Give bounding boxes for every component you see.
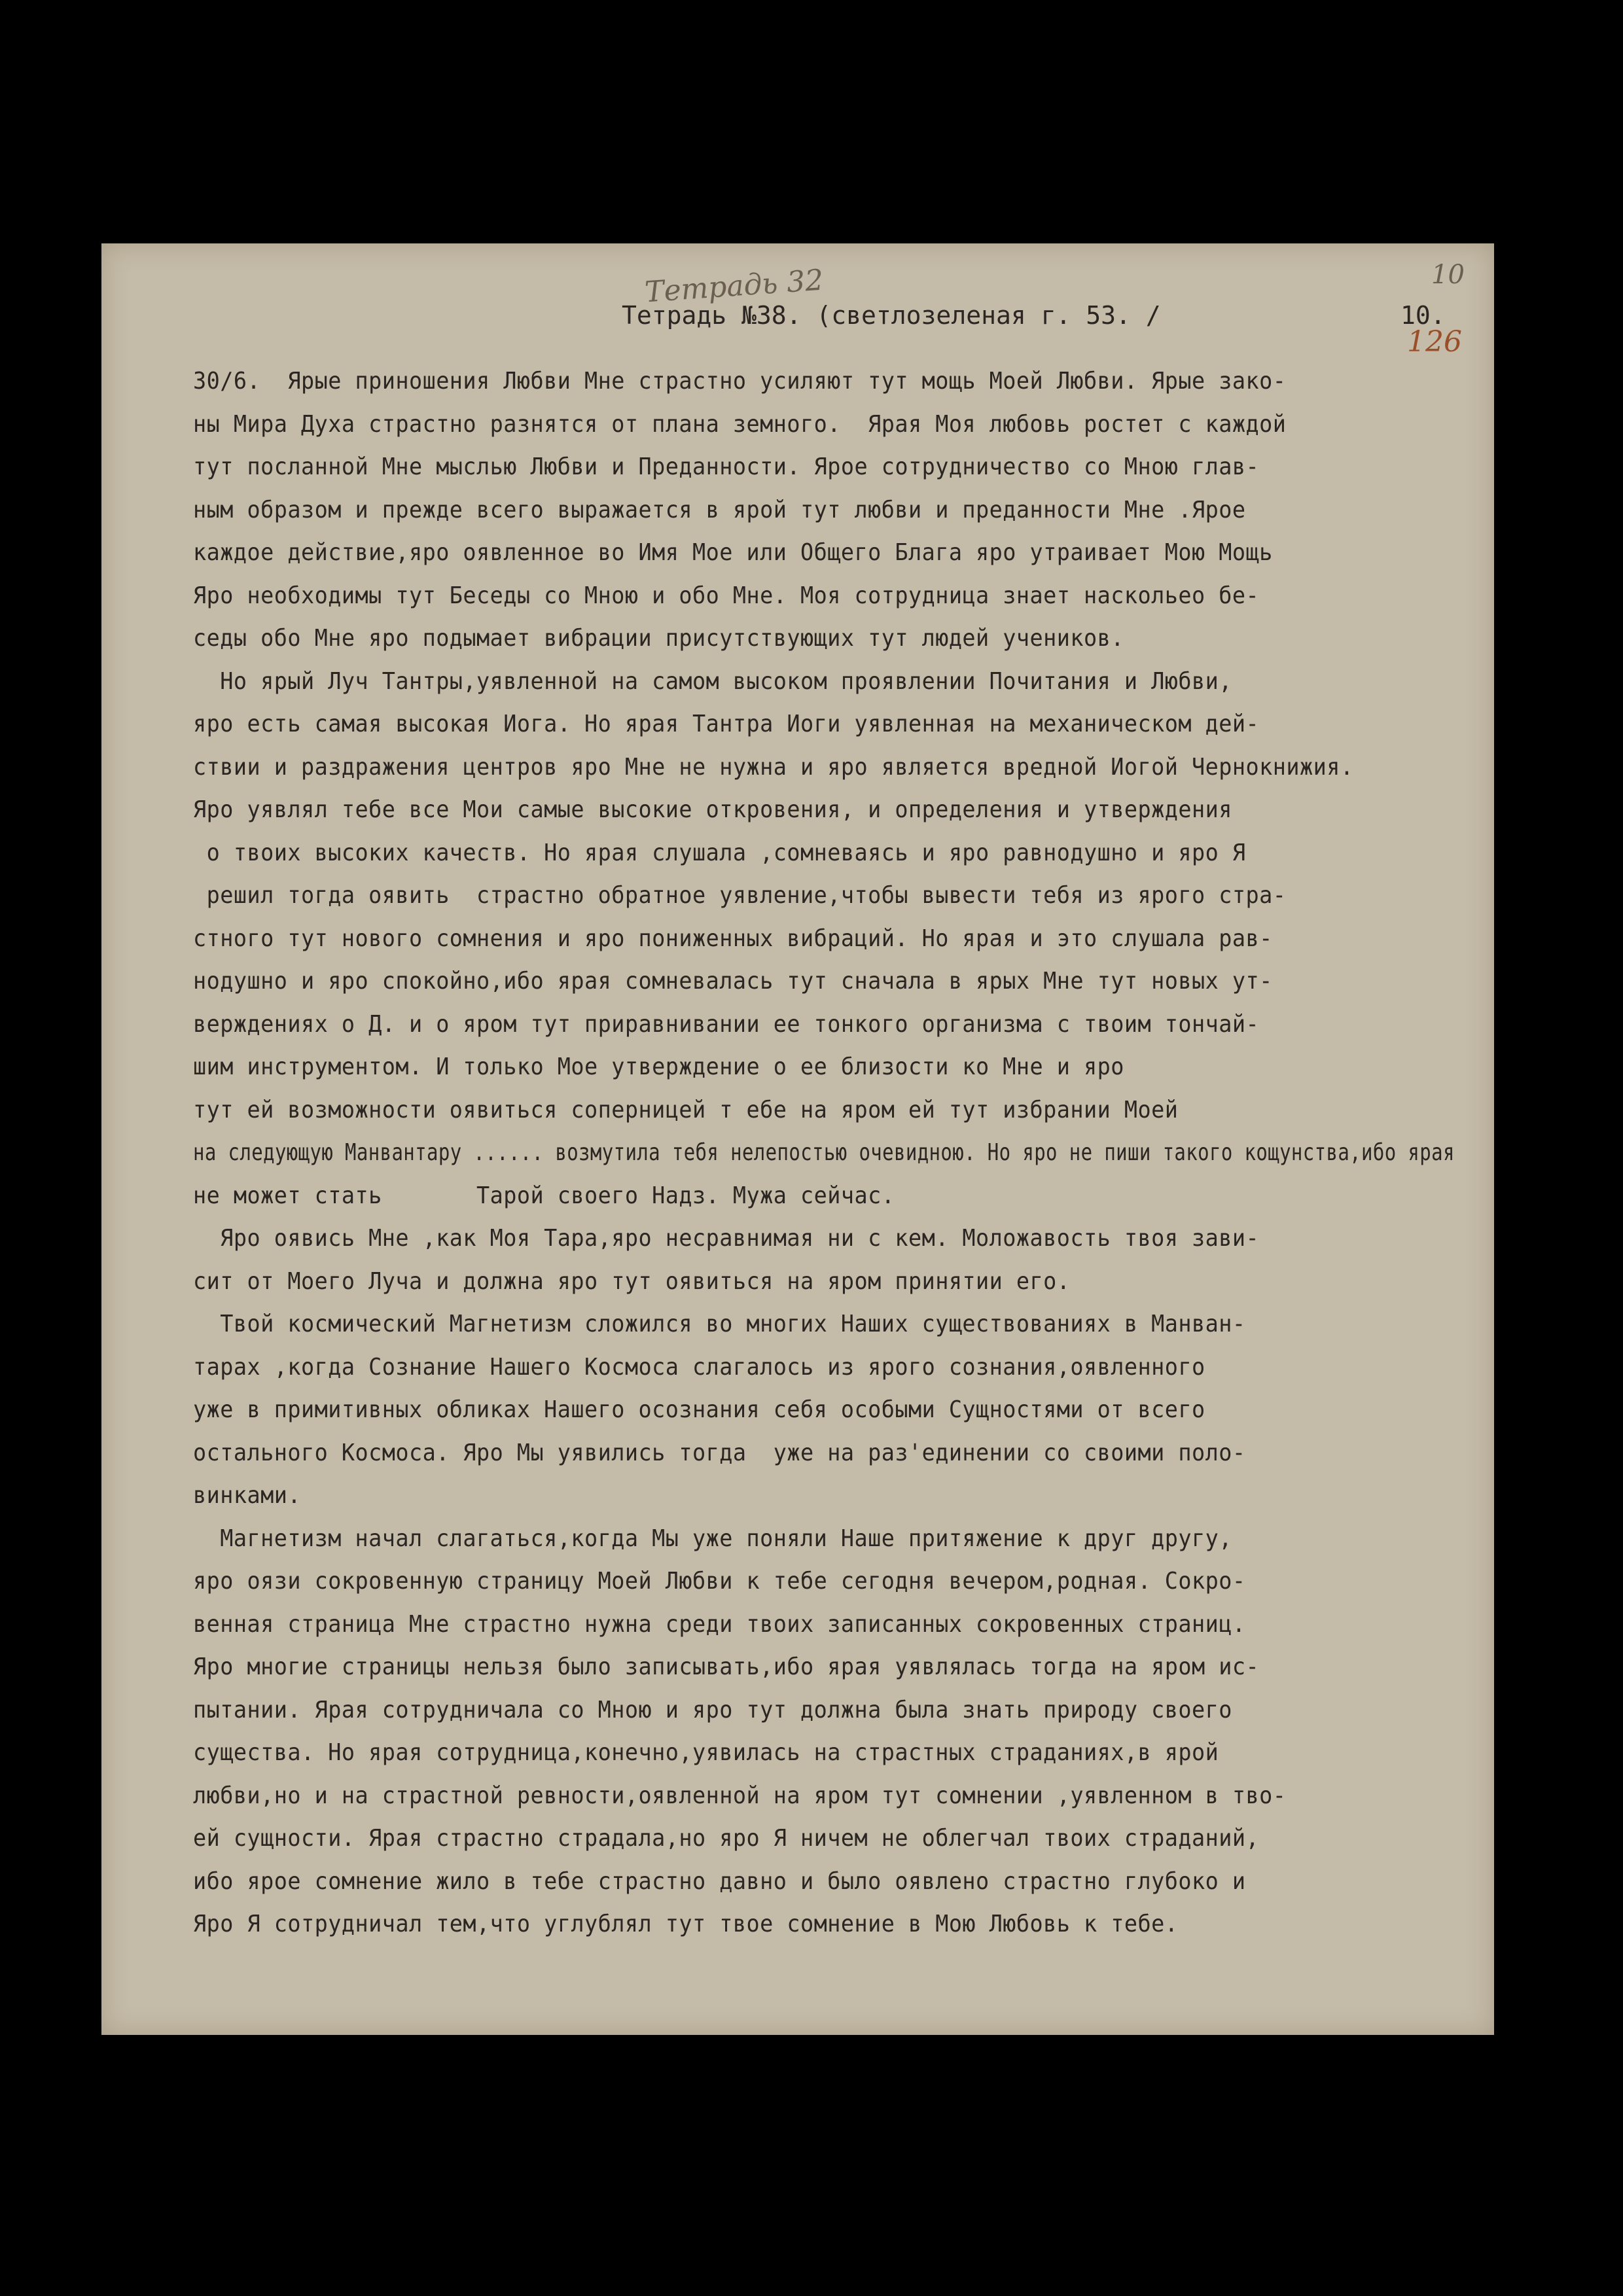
text-line: остального Космоса. Яро Мы уявились тогда уже на раз'единении со своими поло- bbox=[193, 1439, 1246, 1466]
text-line: не может стать Тарой своего Надз. Мужа сейчас. bbox=[193, 1182, 895, 1209]
corner-red-number: 126 bbox=[1407, 325, 1462, 359]
text-line: Яро Я сотрудничал тем,что углублял тут твое сомнение в Мою Любовь к тебе. bbox=[193, 1911, 1179, 1937]
page-number: 10. bbox=[1400, 301, 1446, 330]
text-line: ны Мира Духа страстно разнятся от плана земного. Ярая Моя любовь ростет с каждой bbox=[193, 410, 1287, 438]
text-line: уже в примитивных обликах Нашего осознания себя особыми Сущностями от всего bbox=[193, 1396, 1205, 1423]
text-line: тарах ,когда Сознание Нашего Космоса слагалось из ярого сознания,оявленного bbox=[193, 1353, 1205, 1381]
text-line: тут ей возможности оявиться соперницей т ебе на яром ей тут избрании Моей bbox=[193, 1096, 1179, 1123]
text-line: сит от Моего Луча и должна яро тут оявиться на яром принятии его. bbox=[193, 1267, 1071, 1295]
typewritten-page bbox=[101, 243, 1494, 2035]
text-line: Яро уявлял тебе все Мои самые высокие откровения, и определения и утверждения bbox=[193, 796, 1232, 823]
text-line: яро есть самая высокая Иога. Но ярая Тантра Иоги уявленная на механическом дей- bbox=[193, 711, 1260, 737]
text-line: любви,но и на страстной ревности,оявленной на яром тут сомнении ,уявленном в тво- bbox=[193, 1782, 1287, 1809]
page-header bbox=[101, 301, 1494, 347]
text-line: Твой космический Магнетизм сложился во многих Наших существованиях в Манван- bbox=[193, 1311, 1246, 1337]
text-line: Магнетизм начал слагаться,когда Мы уже поняли Наше притяжение к друг другу, bbox=[193, 1525, 1232, 1552]
text-line: шим инструментом. И только Мое утверждение о ее близости ко Мне и яро bbox=[193, 1053, 1124, 1080]
text-line: винками. bbox=[193, 1482, 301, 1509]
text-line: нодушно и яро спокойно,ибо ярая сомневалась тут сначала в ярых Мне тут новых ут- bbox=[193, 968, 1273, 995]
pencil-notebook-note: Тетрадь 32 bbox=[643, 263, 825, 309]
text-line: верждениях о Д. и о яром тут приравнивании ее тонкого организма с твоим тончай- bbox=[193, 1010, 1260, 1038]
text-line: 30/6. Ярые приношения Любви Мне страстно усиляют тут мощь Моей Любви. Ярые зако- bbox=[193, 368, 1287, 395]
text-line: о твоих высоких качеств. Но ярая слушала ,сомневаясь и яро равнодушно и яро Я bbox=[193, 839, 1246, 866]
text-line: пытании. Ярая сотрудничала со Мною и яро тут должна была знать природу своего bbox=[193, 1696, 1232, 1723]
text-line: стного тут нового сомнения и яро пониженных вибраций. Но ярая и это слушала рав- bbox=[193, 925, 1273, 952]
text-line: седы обо Мне яро подымает вибрации присутствующих тут людей учеников. bbox=[193, 625, 1124, 652]
text-line: ствии и раздражения центров яро Мне не нужна и яро является вредной Иогой Чернокнижия. bbox=[193, 753, 1354, 781]
text-line: ным образом и прежде всего выражается в ярой тут любви и преданности Мне .Ярое bbox=[193, 496, 1246, 523]
text-line: Яро оявись Мне ,как Моя Тара,яро несравнимая ни с кем. Моложавость твоя зави- bbox=[193, 1225, 1260, 1252]
text-line: венная страница Мне страстно нужна среди твоих записанных сокровенных страниц. bbox=[193, 1610, 1246, 1638]
text-line: Но ярый Луч Тантры,уявленной на самом высоком проявлении Почитания и Любви, bbox=[193, 667, 1232, 695]
text-line: существа. Но ярая сотрудница,конечно,уявилась на страстных страданиях,в ярой bbox=[193, 1739, 1219, 1766]
notebook-title: Тетрадь №38. (светлозеленая г. 53. / bbox=[622, 301, 1161, 330]
text-line: Яро многие страницы нельзя было записывать,ибо ярая уявлялась тогда на яром ис- bbox=[193, 1653, 1260, 1680]
corner-page-note: 10 bbox=[1431, 260, 1465, 290]
text-line: яро оязи сокровенную страницу Моей Любви к тебе сегодня вечером,родная. Сокро- bbox=[193, 1568, 1246, 1595]
text-line: тут посланной Мне мыслью Любви и Преданности. Ярое сотрудничество со Мною глав- bbox=[193, 453, 1260, 480]
text-line: ей сущности. Ярая страстно страдала,но яро Я ничем не облегчал твоих страданий, bbox=[193, 1825, 1260, 1852]
text-line: каждое действие,яро оявленное во Имя Мое или Общего Блага яро утраивает Мою Мощь bbox=[193, 539, 1273, 566]
text-line: на следующую Манвантару ...... возмутила тебя нелепостью очевидною. Но яро не пиши такого кощунства,ибо ярая bbox=[193, 1139, 1455, 1166]
text-line: решил тогда оявить страстно обратное уявление,чтобы вывести тебя из ярого стра- bbox=[193, 882, 1287, 909]
text-line: ибо ярое сомнение жило в тебе страстно давно и было оявлено страстно глубоко и bbox=[193, 1867, 1246, 1895]
text-line: Яро необходимы тут Беседы со Мною и обо Мне. Моя сотрудница знает наскольео бе- bbox=[193, 582, 1260, 609]
